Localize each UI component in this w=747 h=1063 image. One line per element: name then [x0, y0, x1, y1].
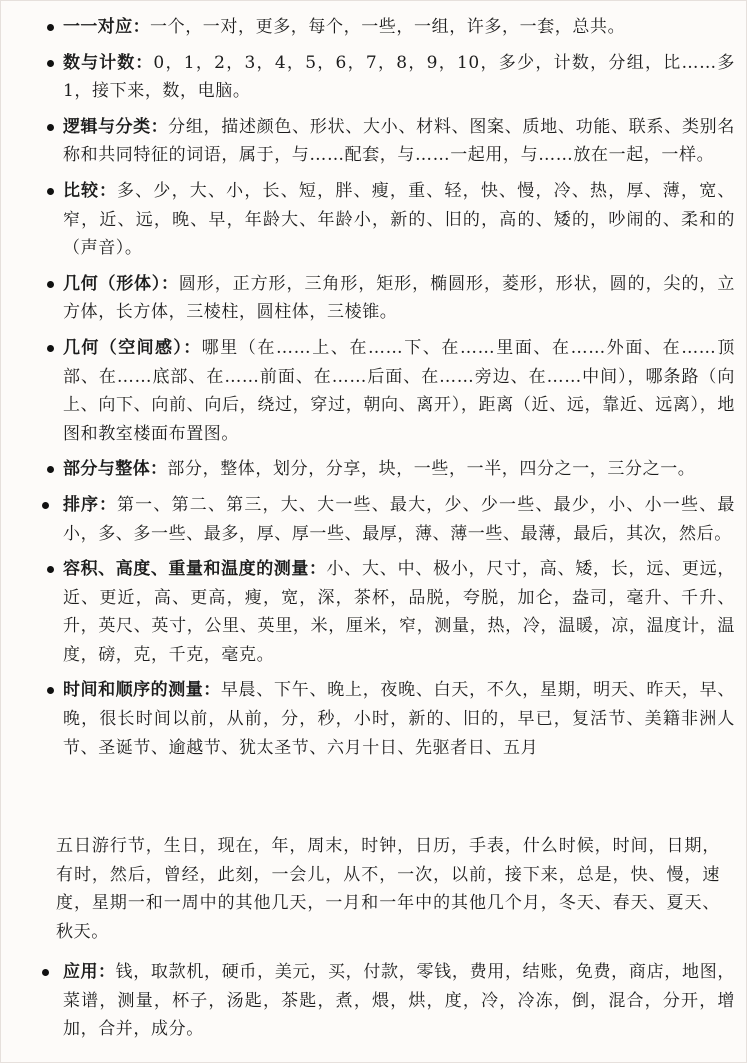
item-term: 比较： [63, 180, 117, 201]
list-item-logic-classification [29, 113, 735, 170]
list-item-application [29, 958, 735, 1044]
item-term: 时间和顺序的测量： [63, 680, 221, 701]
list-item-part-whole [29, 455, 735, 484]
item-text: 哪里（在……上、在……下、在……里面、在……外面、在……顶部、在……底部、在……前面、在……后面、在……旁边、在……中间），哪条路（向上、向下、向前、向后，绕过，穿过，朝向、离开），距离（近、远，靠近、远离），地图和教室楼面布置图。 [63, 337, 735, 444]
bullet-icon [47, 281, 54, 288]
item-text: 多、少，大、小，长、短，胖、瘦，重、轻，快、慢，冷、热，厚、薄，宽、窄，近、远，晚、早，年龄大、年龄小，新的、旧的，高的、矮的，吵闹的、柔和的（声音）。 [63, 180, 735, 259]
list-item-counting [29, 49, 735, 106]
bullet-icon [47, 566, 54, 573]
bullet-icon [47, 24, 54, 31]
item-text: 0，1，2，3，4，5，6，7，8，9，10，多少，计数，分组，比……多1，接下来，数，电脑。 [63, 52, 736, 102]
vocabulary-list [29, 13, 735, 762]
bullet-icon [47, 124, 54, 131]
item-term: 几何（空间感）： [63, 337, 202, 358]
list-item-geometry-space [29, 334, 735, 448]
item-term: 应用： [63, 962, 116, 982]
item-term: 一一对应： [63, 17, 150, 37]
item-text: 小、大、中、极小，尺寸，高、矮，长，远、更远，近、更近，高、更高，瘦，宽，深，茶杯，品脱，夸脱，加仑，盎司，毫升、千升、升，英尺、英寸，公里、英里，米，厘米，窄，测量，热，冷，温暖，凉，温度计，温度，磅，克，千克，毫克。 [63, 559, 735, 665]
list-item-measurement [29, 555, 735, 669]
list-item-one-to-one [29, 13, 735, 42]
item-text: 第一、第二、第三，大、大一些、最大，少、少一些、最少，小、小一些、最小，多、多一些、最多，厚、厚一些、最厚，薄、薄一些、最薄，最后，其次，然后。 [63, 494, 735, 544]
item-text: 早晨、下午、晚上，夜晚、白天，不久，星期，明天、昨天，早、晚，很长时间以前，从前，分，秒，小时，新的、旧的，早已，复活节、美籍非洲人节、圣诞节、逾越节、犹太圣节、六月十日、先驱者日、五月 [63, 680, 735, 758]
list-item-comparison [29, 177, 735, 263]
bullet-icon [47, 466, 54, 473]
bullet-icon [42, 502, 49, 509]
time-order-continuation: 五日游行节，生日，现在，年，周末，时钟，日历，手表，什么时候，时间，日期，有时，然后，曾经，此刻，一会儿，从不，一次，以前，接下来，总是，快、慢，速度，星期一和一周中的其他几天，一月和一年中的其他几个月，冬天、春天、夏天、秋天。 [56, 836, 720, 942]
item-term: 数与计数： [63, 52, 154, 73]
list-item-time-order [29, 676, 735, 762]
list-item-ordering [29, 491, 735, 548]
item-text: 圆形，正方形，三角形，矩形，椭圆形，菱形，形状，圆的，尖的，立方体，长方体，三棱柱，圆柱体，三棱锥。 [63, 273, 735, 323]
item-text: 分组，描述颜色、形状、大小、材料、图案、质地、功能、联系、类别名称和共同特征的词语，属于，与……配套，与……一起用，与……放在一起，一样。 [63, 116, 736, 166]
item-text: 钱，取款机，硬币，美元，买，付款，零钱，费用，结账，免费，商店，地图，菜谱，测量，杯子，汤匙，茶匙，煮，煨，烘，度，冷，冷冻，倒，混合，分开，增加，合并，成分。 [63, 962, 736, 1040]
item-text: 一个，一对，更多，每个，一些，一组，许多，一套，总共。 [150, 17, 626, 37]
list-item-geometry-shapes [29, 270, 735, 327]
bullet-icon [47, 60, 54, 67]
item-text: 部分，整体，划分，分享，块，一些，一半，四分之一，三分之一。 [167, 459, 696, 480]
item-term: 几何（形体）： [63, 273, 179, 294]
item-term: 逻辑与分类： [63, 116, 169, 137]
item-term: 排序： [63, 494, 117, 515]
bullet-icon [47, 345, 54, 352]
bullet-icon [47, 687, 54, 694]
item-term: 容积、高度、重量和温度的测量： [63, 559, 327, 580]
item-term: 部分与整体： [63, 459, 168, 480]
vocabulary-list-continued [29, 958, 735, 1044]
bullet-icon [47, 188, 54, 195]
bullet-icon [42, 969, 49, 976]
